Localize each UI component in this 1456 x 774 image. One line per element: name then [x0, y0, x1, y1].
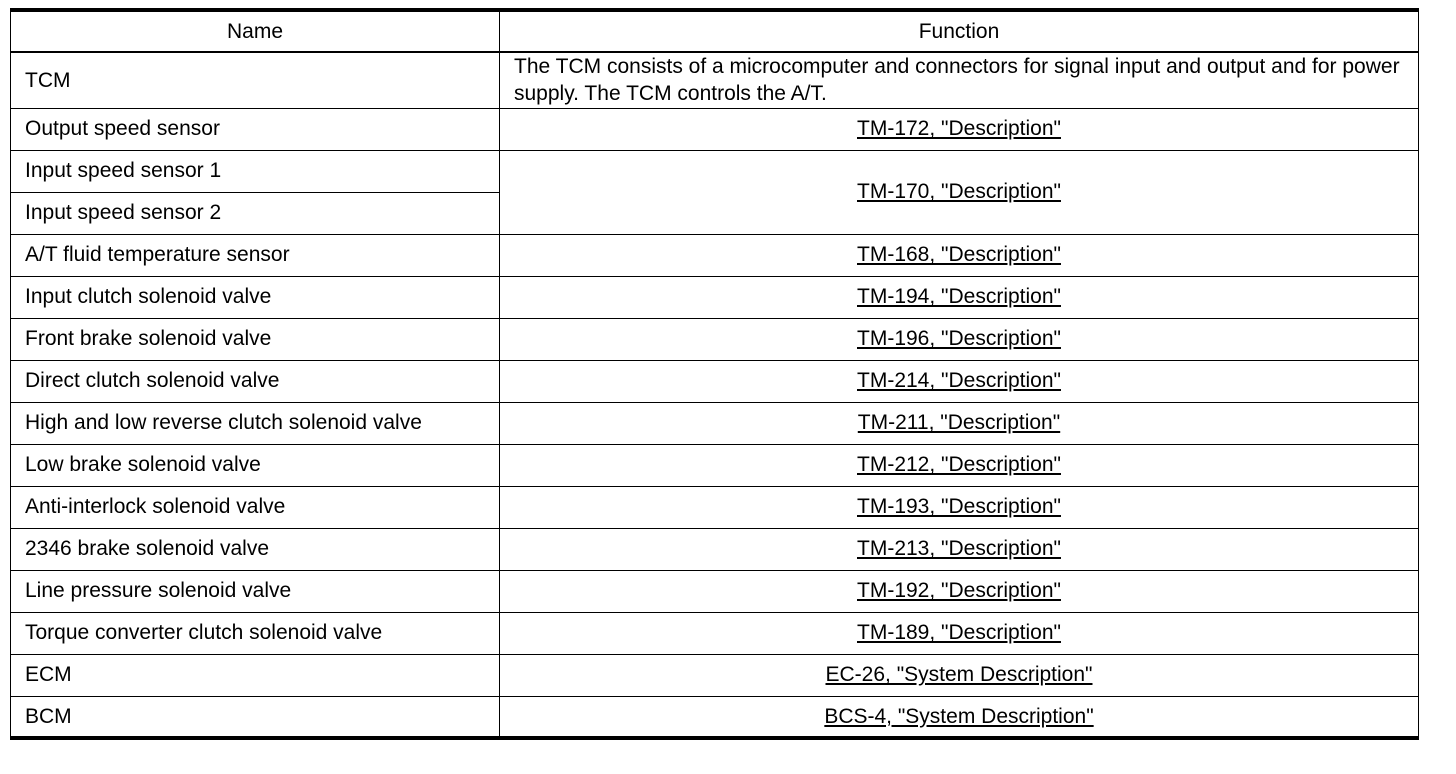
table-row — [11, 234, 1419, 276]
reference-link[interactable]: TM-214, "Description" — [857, 369, 1061, 393]
component-name: Input speed sensor 1 — [11, 150, 500, 192]
function-cell — [500, 276, 1419, 318]
table-row — [11, 444, 1419, 486]
component-name: Anti-interlock solenoid valve — [11, 486, 500, 528]
table-row — [11, 654, 1419, 696]
component-name: 2346 brake solenoid valve — [11, 528, 500, 570]
component-name: BCM — [11, 696, 500, 738]
table-row — [11, 276, 1419, 318]
reference-link[interactable]: TM-193, "Description" — [857, 495, 1061, 519]
reference-link[interactable]: TM-194, "Description" — [857, 285, 1061, 309]
function-cell — [500, 108, 1419, 150]
table-row — [11, 528, 1419, 570]
function-cell — [500, 612, 1419, 654]
component-name: Torque converter clutch solenoid valve — [11, 612, 500, 654]
header-row — [11, 10, 1419, 52]
table-row — [11, 612, 1419, 654]
function-cell — [500, 570, 1419, 612]
component-name: Direct clutch solenoid valve — [11, 360, 500, 402]
function-column-header: Function — [500, 10, 1419, 52]
table-row — [11, 150, 1419, 192]
component-name: TCM — [11, 52, 500, 108]
function-cell — [500, 654, 1419, 696]
component-name: High and low reverse clutch solenoid valve — [11, 402, 500, 444]
reference-link[interactable]: TM-172, "Description" — [857, 117, 1061, 141]
reference-link[interactable]: TM-192, "Description" — [857, 579, 1061, 603]
reference-link[interactable]: TM-189, "Description" — [857, 621, 1061, 645]
function-cell — [500, 486, 1419, 528]
function-cell — [500, 696, 1419, 738]
table-row — [11, 52, 1419, 108]
function-cell — [500, 360, 1419, 402]
table-row — [11, 570, 1419, 612]
function-cell — [500, 150, 1419, 234]
reference-link[interactable]: TM-168, "Description" — [857, 243, 1061, 267]
reference-rows — [11, 234, 1419, 738]
component-function-table — [10, 8, 1419, 740]
component-name: ECM — [11, 654, 500, 696]
component-name: Input speed sensor 2 — [11, 192, 500, 234]
reference-link[interactable]: TM-213, "Description" — [857, 537, 1061, 561]
component-description: The TCM consists of a microcomputer and connectors for signal input and output and for power supply. The TCM controls the A/T. — [500, 52, 1419, 108]
component-name: Input clutch solenoid valve — [11, 276, 500, 318]
component-name: Output speed sensor — [11, 108, 500, 150]
reference-link[interactable]: BCS-4, "System Description" — [824, 704, 1094, 728]
table-row — [11, 108, 1419, 150]
function-cell — [500, 444, 1419, 486]
reference-link[interactable]: EC-26, "System Description" — [825, 663, 1093, 687]
reference-link[interactable]: TM-170, "Description" — [857, 180, 1061, 204]
function-cell — [500, 402, 1419, 444]
table-row — [11, 318, 1419, 360]
function-cell — [500, 318, 1419, 360]
table-row — [11, 486, 1419, 528]
reference-link[interactable]: TM-212, "Description" — [857, 453, 1061, 477]
function-cell — [500, 528, 1419, 570]
component-name: Low brake solenoid valve — [11, 444, 500, 486]
table-row — [11, 696, 1419, 738]
function-cell — [500, 234, 1419, 276]
component-name: Line pressure solenoid valve — [11, 570, 500, 612]
component-name: Front brake solenoid valve — [11, 318, 500, 360]
reference-link[interactable]: TM-211, "Description" — [857, 411, 1061, 435]
reference-link[interactable]: TM-196, "Description" — [857, 327, 1061, 351]
table-row — [11, 360, 1419, 402]
table-row — [11, 402, 1419, 444]
component-name: A/T fluid temperature sensor — [11, 234, 500, 276]
name-column-header: Name — [11, 10, 500, 52]
